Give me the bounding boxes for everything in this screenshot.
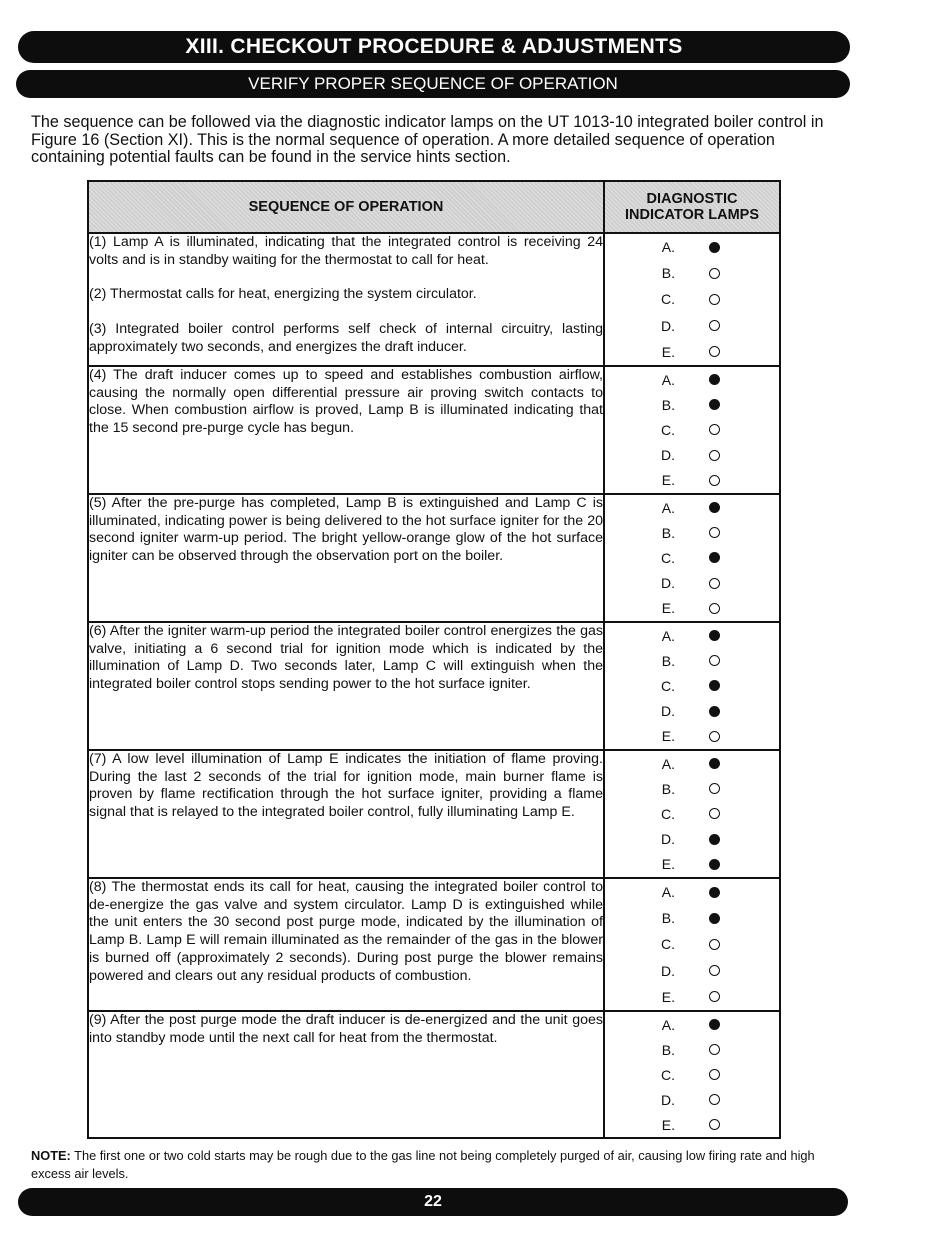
lamp-on-icon (709, 502, 720, 513)
lamp-letter: C. (661, 291, 675, 308)
lamp-letter: B. (661, 780, 675, 797)
lamp-row (605, 1087, 779, 1112)
lamp-row (605, 1012, 779, 1037)
sequence-step-cell (88, 878, 604, 1011)
lamp-row (605, 260, 779, 286)
lamp-off-icon (709, 808, 720, 819)
lamp-row (605, 443, 779, 468)
lamp-letter: B. (661, 910, 675, 927)
table-header-row (88, 181, 780, 233)
lamp-off-icon (709, 731, 720, 742)
lamp-on-icon (709, 859, 720, 870)
lamp-row (605, 673, 779, 698)
lamp-letter: E. (661, 472, 675, 489)
table-row (88, 366, 780, 494)
lamp-row (605, 1037, 779, 1062)
lamp-off-icon (709, 1044, 720, 1055)
footer-bar (18, 1188, 848, 1216)
lamp-row (605, 339, 779, 365)
sequence-column-header (88, 181, 604, 233)
sequence-step-cell (88, 622, 604, 750)
sequence-step-cell (88, 750, 604, 878)
lamp-letter: E. (661, 600, 675, 617)
lamp-on-icon (709, 399, 720, 410)
lamp-on-icon (709, 242, 720, 253)
lamp-on-icon (709, 758, 720, 769)
lamp-off-icon (709, 603, 720, 614)
lamp-on-icon (709, 630, 720, 641)
note (31, 1147, 846, 1183)
lamp-status-cell (604, 366, 780, 494)
sequence-header-label: SEQUENCE OF OPERATION (248, 199, 444, 215)
lamp-row (605, 571, 779, 596)
lamp-letter: C. (661, 936, 675, 953)
lamp-letter: B. (661, 265, 675, 282)
lamp-row (605, 623, 779, 648)
sequence-table-body (88, 233, 780, 1138)
table-row (88, 878, 780, 1011)
sequence-table (87, 180, 781, 1139)
lamp-row (605, 596, 779, 621)
lamp-status-cell (604, 750, 780, 878)
sequence-step-cell (88, 366, 604, 494)
lamp-off-icon (709, 578, 720, 589)
lamp-off-icon (709, 991, 720, 1002)
lamp-letter: D. (661, 575, 675, 592)
lamp-on-icon (709, 374, 720, 385)
table-row (88, 1011, 780, 1138)
lamp-row (605, 286, 779, 312)
lamp-letter: E. (661, 856, 675, 873)
lamp-letter: A. (661, 499, 675, 516)
sequence-step-cell (88, 494, 604, 622)
lamp-letter: E. (661, 728, 675, 745)
lamp-row (605, 724, 779, 749)
lamp-off-icon (709, 475, 720, 486)
lamp-row (605, 392, 779, 417)
lamp-off-icon (709, 268, 720, 279)
lamp-on-icon (709, 913, 720, 924)
table-row (88, 750, 780, 878)
lamp-letter: A. (661, 755, 675, 772)
lamp-letter: B. (661, 524, 675, 541)
lamp-row (605, 751, 779, 776)
lamp-letter: B. (661, 1041, 675, 1058)
sequence-step-text: (1) Lamp A is illuminated, indicating that the integrated control is receiving 24 volts and is in standby waiting for the thermostat to call for heat. (89, 234, 603, 268)
section-title-banner (18, 31, 850, 63)
section-subtitle-banner (16, 70, 850, 98)
sequence-step-text: (7) A low level illumination of Lamp E indicates the initiation of flame proving. During the last 2 seconds of the trial for ignition mode, main burner flame is proven by flame rectification through the hot surface igniter, providing a flame signal that is relayed to the integrated boiler control, fully illuminating Lamp E. (89, 751, 603, 821)
lamp-row (605, 545, 779, 570)
lamp-row (605, 417, 779, 442)
sequence-step-text: (5) After the pre-purge has completed, Lamp B is extinguished and Lamp C is illuminated, indicating power is being delivered to the hot surface igniter for the 20 second igniter warm-up period. The bright yellow-orange glow of the hot surface igniter can be observed through the observation port on the boiler. (89, 495, 603, 565)
lamp-letter: D. (661, 1091, 675, 1108)
table-row (88, 494, 780, 622)
sequence-step-text: (9) After the post purge mode the draft inducer is de-energized and the unit goes into standby mode until the next call for heat from the thermostat. (89, 1012, 603, 1046)
lamp-row (605, 852, 779, 877)
lamp-on-icon (709, 887, 720, 898)
lamp-letter: A. (661, 1016, 675, 1033)
lamp-letter: E. (661, 343, 675, 360)
lamp-off-icon (709, 527, 720, 538)
lamp-off-icon (709, 346, 720, 357)
lamp-row (605, 958, 779, 984)
lamp-off-icon (709, 939, 720, 950)
lamp-row (605, 879, 779, 905)
lamps-column-header (604, 181, 780, 233)
lamp-letter: A. (661, 239, 675, 256)
lamp-on-icon (709, 706, 720, 717)
lamp-row (605, 367, 779, 392)
lamp-off-icon (709, 294, 720, 305)
lamp-off-icon (709, 1094, 720, 1105)
lamp-row (605, 905, 779, 931)
page-number: 22 (424, 1193, 442, 1210)
lamps-header-line1: DIAGNOSTIC (646, 191, 738, 207)
sequence-step-cell (88, 1011, 604, 1138)
lamp-letter: A. (661, 884, 675, 901)
sequence-step-text: (8) The thermostat ends its call for heat, causing the integrated boiler control to de-energize the gas valve and system circulator. Lamp D is extinguished while the unit enters the 30 second post purge mode, indicated by the illumination of Lamp B. Lamp E will remain illuminated as the remainder of the gas in the blower is burned off (approximately 2 seconds). During post purge the blower remains powered and clears out any residual products of combustion. (89, 879, 603, 984)
lamp-letter: D. (661, 317, 675, 334)
note-label: NOTE: (31, 1148, 71, 1163)
lamp-letter: A. (661, 371, 675, 388)
lamps-header-line2: INDICATOR LAMPS (625, 207, 759, 223)
lamp-letter: D. (661, 962, 675, 979)
lamp-letter: D. (661, 703, 675, 720)
section-subtitle: VERIFY PROPER SEQUENCE OF OPERATION (248, 74, 618, 93)
lamp-row (605, 984, 779, 1010)
lamp-off-icon (709, 783, 720, 794)
lamp-row (605, 495, 779, 520)
lamp-letter: D. (661, 447, 675, 464)
lamp-letter: C. (661, 677, 675, 694)
lamp-on-icon (709, 552, 720, 563)
lamp-letter: E. (661, 988, 675, 1005)
sequence-step-text: (4) The draft inducer comes up to speed and establishes combustion airflow, causing the normally open differential pressure air proving switch contacts to close. When combustion airflow is proved, Lamp B is illuminated indicating that the 15 second pre-purge cycle has begun. (89, 367, 603, 437)
table-row (88, 233, 780, 366)
sequence-step-text: (2) Thermostat calls for heat, energizing the system circulator. (89, 286, 477, 303)
sequence-step-cell (88, 233, 604, 366)
lamp-row (605, 234, 779, 260)
lamp-off-icon (709, 1119, 720, 1130)
lamp-off-icon (709, 424, 720, 435)
lamp-row (605, 520, 779, 545)
sequence-step-text: (6) After the igniter warm-up period the integrated boiler control energizes the gas valve, initiating a 6 second trial for ignition mode which is indicated by the illumination of Lamp D. Two seconds later, Lamp C will extinguish when the integrated boiler control stops sending power to the hot surface igniter. (89, 623, 603, 693)
lamp-letter: E. (661, 1116, 675, 1133)
lamp-letter: C. (661, 549, 675, 566)
intro-paragraph: The sequence can be followed via the diagnostic indicator lamps on the UT 1013-10 integrated boiler control in Figure 16 (Section XI). This is the normal sequence of operation. A more detailed sequence of operation containing potential faults can be found in the service hints section. (31, 113, 824, 166)
lamp-status-cell (604, 622, 780, 750)
lamp-on-icon (709, 834, 720, 845)
lamp-off-icon (709, 320, 720, 331)
lamp-status-cell (604, 233, 780, 366)
section-title: XIII. CHECKOUT PROCEDURE & ADJUSTMENTS (185, 35, 683, 58)
lamp-letter: B. (661, 652, 675, 669)
lamp-row (605, 1112, 779, 1137)
lamp-row (605, 931, 779, 957)
lamp-row (605, 699, 779, 724)
sequence-step-text: (3) Integrated boiler control performs self check of internal circuitry, lasting approximately two seconds, and energizes the draft inducer. (89, 321, 603, 355)
lamp-off-icon (709, 965, 720, 976)
lamp-off-icon (709, 1069, 720, 1080)
table-row (88, 622, 780, 750)
lamp-row (605, 468, 779, 493)
lamp-letter: C. (661, 805, 675, 822)
lamp-row (605, 313, 779, 339)
lamp-status-cell (604, 1011, 780, 1138)
lamp-row (605, 827, 779, 852)
lamp-letter: C. (661, 1066, 675, 1083)
lamp-letter: B. (661, 396, 675, 413)
lamp-row (605, 801, 779, 826)
lamp-on-icon (709, 1019, 720, 1030)
lamp-row (605, 1062, 779, 1087)
lamp-letter: C. (661, 421, 675, 438)
lamp-letter: D. (661, 831, 675, 848)
lamp-row (605, 648, 779, 673)
lamp-letter: A. (661, 627, 675, 644)
note-text: The first one or two cold starts may be rough due to the gas line not being completely purged of air, causing low firing rate and high excess air levels. (31, 1148, 815, 1181)
lamp-off-icon (709, 450, 720, 461)
lamp-status-cell (604, 878, 780, 1011)
lamp-off-icon (709, 655, 720, 666)
lamp-on-icon (709, 680, 720, 691)
lamp-row (605, 776, 779, 801)
lamp-status-cell (604, 494, 780, 622)
